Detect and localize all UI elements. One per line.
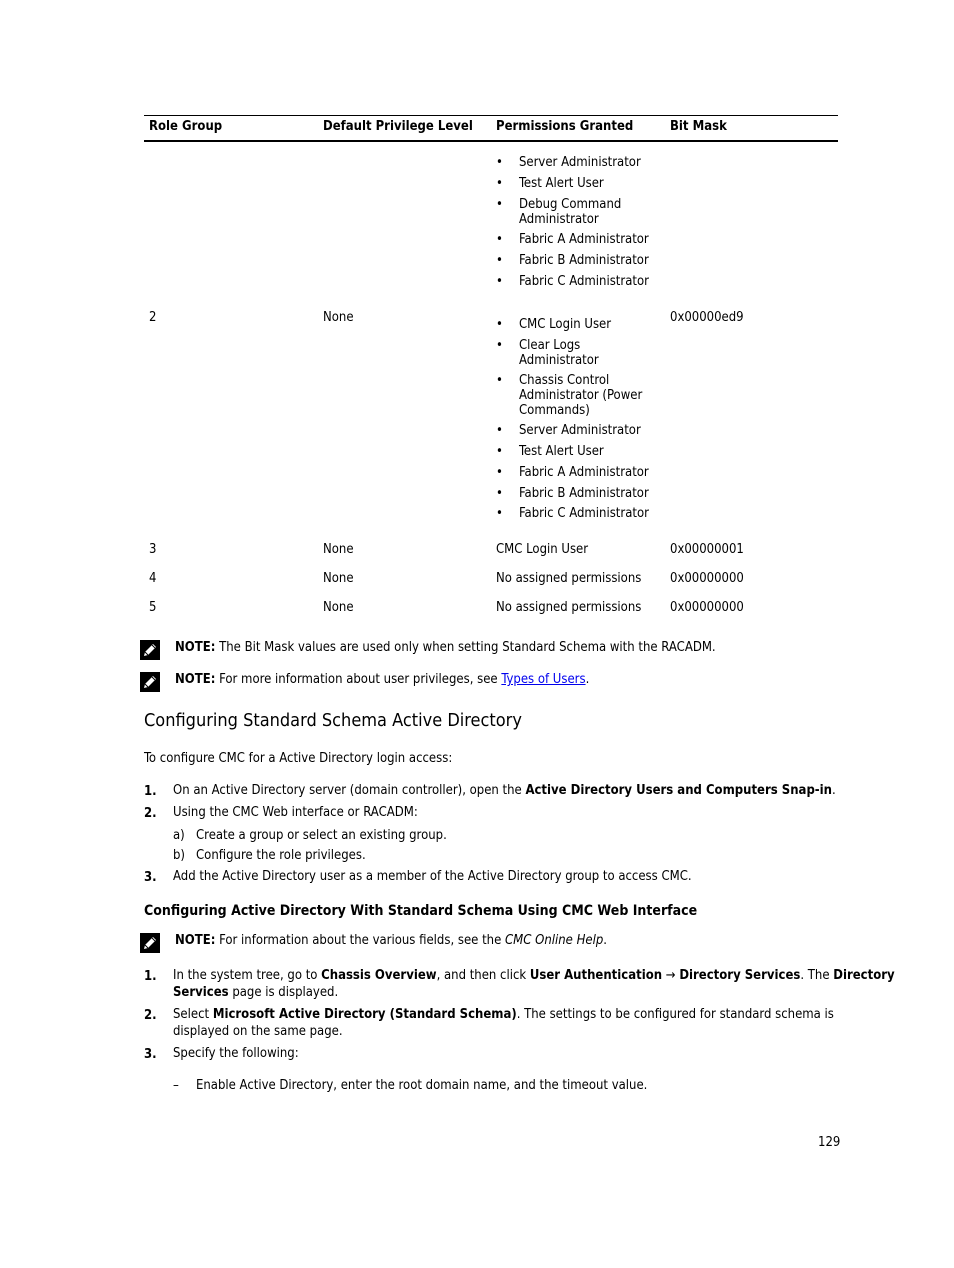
step-text: In the system tree, go to Chassis Overview, and then click User Authentication → Directory Services. The Directory: [173, 968, 895, 983]
header-role-group: Role Group: [149, 119, 223, 134]
substep-label: b): [173, 848, 185, 863]
section-intro: To configure CMC for a Active Directory login access:: [144, 751, 453, 766]
dash-bullet: –: [173, 1078, 179, 1093]
row4-bitmask: 0x00000000: [670, 571, 744, 586]
step-text: Using the CMC Web interface or RACADM:: [173, 805, 418, 820]
row2-bitmask: 0x00000ed9: [670, 310, 744, 325]
step-text: On an Active Directory server (domain controller), open the Active Directory Users and Computers Snap-in.: [173, 783, 836, 798]
row3-permission: CMC Login User: [496, 542, 589, 557]
note-label: NOTE:: [175, 933, 216, 948]
section-heading: Configuring Standard Schema Active Directory: [144, 710, 522, 731]
substep-text: Create a group or select an existing group.: [196, 828, 447, 843]
dash-item-text: Enable Active Directory, enter the root domain name, and the timeout value.: [196, 1078, 648, 1093]
row5-group: 5: [149, 600, 157, 615]
step-number: 3.: [144, 870, 157, 885]
note-bitmask: [175, 640, 716, 655]
note-label: NOTE:: [175, 640, 216, 655]
step-number: 3.: [144, 1047, 157, 1062]
row4-group: 4: [149, 571, 157, 586]
note-pencil-icon: [140, 640, 160, 660]
step-number: 2.: [144, 1008, 157, 1023]
row3-bitmask: 0x00000001: [670, 542, 744, 557]
note-text: For more information about user privileges, see: [219, 672, 498, 687]
substep-label: a): [173, 828, 185, 843]
header-default-privilege: Default Privilege Level: [323, 119, 473, 134]
substep-text: Configure the role privileges.: [196, 848, 366, 863]
note-label: NOTE:: [175, 672, 216, 687]
step-number: 2.: [144, 806, 157, 821]
note-online-help: NOTE: For information about the various fields, see the CMC Online Help.: [175, 933, 607, 948]
note-privileges: NOTE: For more information about user privileges, see Types of Users.: [175, 672, 590, 687]
table-header-rule: [144, 140, 838, 142]
step-number: 1.: [144, 969, 157, 984]
row5-privilege: None: [323, 600, 354, 615]
row4-privilege: None: [323, 571, 354, 586]
step-text: Specify the following:: [173, 1046, 299, 1061]
row3-group: 3: [149, 542, 157, 557]
step-text: displayed on the same page.: [173, 1024, 343, 1039]
note-text: The Bit Mask values are used only when setting Standard Schema with the RACADM.: [219, 640, 716, 655]
row2-privilege: None: [323, 310, 354, 325]
step-text: Add the Active Directory user as a member of the Active Directory group to access CMC.: [173, 869, 692, 884]
step-text: Services page is displayed.: [173, 985, 339, 1000]
header-permissions: Permissions Granted: [496, 119, 634, 134]
row4-permission: No assigned permissions: [496, 571, 642, 586]
table-top-rule: [144, 115, 838, 116]
row3-privilege: None: [323, 542, 354, 557]
row5-permission: No assigned permissions: [496, 600, 642, 615]
step-text: Select Microsoft Active Directory (Standard Schema). The settings to be configured for standard schema is: [173, 1007, 834, 1022]
note-pencil-icon: [140, 933, 160, 953]
row2-group: 2: [149, 310, 157, 325]
header-bit-mask: Bit Mask: [670, 119, 727, 134]
subsection-heading: Configuring Active Directory With Standard Schema Using CMC Web Interface: [144, 903, 698, 919]
types-of-users-link[interactable]: Types of Users: [501, 672, 586, 687]
step-number: 1.: [144, 784, 157, 799]
note-pencil-icon: [140, 672, 160, 692]
page-number: 129: [818, 1135, 841, 1150]
row5-bitmask: 0x00000000: [670, 600, 744, 615]
